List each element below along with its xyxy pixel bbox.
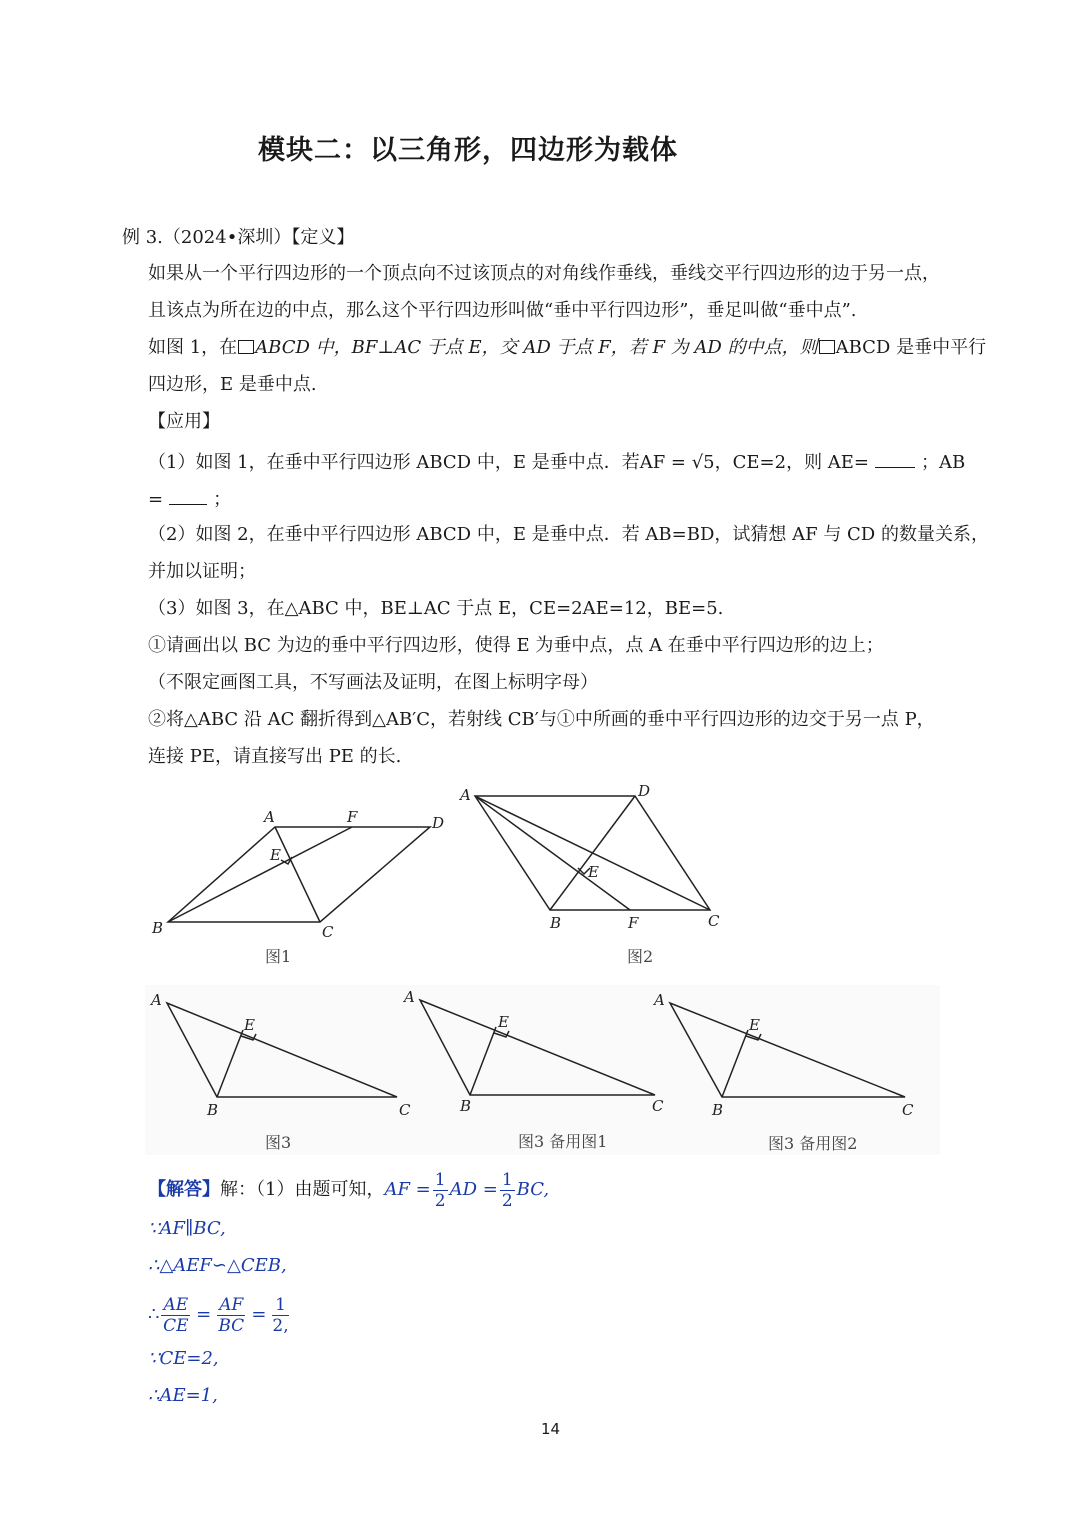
- solution-line-2: ∵AF∥BC,: [148, 1218, 226, 1239]
- apply-heading: 【应用】: [148, 411, 220, 432]
- solution-tag: 【解答】: [148, 1179, 220, 1200]
- parallelogram-symbol: [819, 340, 835, 354]
- fig3-label-a: A: [151, 991, 162, 1009]
- definition-line-4: 四边形，E 是垂中点.: [148, 374, 317, 395]
- fig1-caption: 图1: [265, 947, 292, 966]
- fig3b2-triangle: [670, 1003, 905, 1097]
- fig2-label-c: C: [708, 912, 720, 930]
- fig3-altitude-be: [217, 1030, 243, 1097]
- fig3b1-label-b: B: [460, 1097, 472, 1115]
- question-1-line-2: = ；: [148, 486, 231, 512]
- fig3b1-label-a: A: [404, 988, 415, 1006]
- fig3b1-label-e: E: [498, 1013, 509, 1031]
- fig3b2-label-b: B: [712, 1101, 724, 1119]
- figure-3-backup-2-diagram: [650, 985, 930, 1155]
- fig1-parallelogram: [168, 827, 430, 922]
- fraction-af-bc: $\frac{AF}{BC}$: [218, 1294, 245, 1336]
- parallelogram-symbol: [238, 340, 254, 354]
- fig3b2-label-c: C: [902, 1101, 914, 1119]
- fig3b2-altitude-be: [722, 1030, 748, 1097]
- solution-line-5: ∵CE=2,: [148, 1348, 219, 1369]
- question-3-sub-2-line-2: 连接 PE，请直接写出 PE 的长.: [148, 746, 402, 767]
- solution-line-1: 【解答】 解：（1）由题可知， AF = $\frac{1}{2}$ AD = $\frac{1}{2}$ BC,: [148, 1169, 550, 1211]
- figure-3-diagram: [145, 985, 415, 1155]
- solution-line-6: ∴AE=1,: [148, 1385, 218, 1406]
- question-3-sub-1: ①请画出以 BC 为边的垂中平行四边形，使得 E 为垂中点，点 A 在垂中平行四边形的边上；: [148, 635, 884, 656]
- fig3-label-c: C: [399, 1101, 411, 1119]
- question-3-note: （不限定画图工具，不写画法及证明，在图上标明字母）: [148, 672, 598, 693]
- definition-line-2: 且该点为所在边的中点，那么这个平行四边形叫做“垂中平行四边形”，垂足叫做“垂中点”.: [148, 300, 857, 321]
- fig2-label-f: F: [628, 914, 639, 932]
- solution-line-4: ∴ $\frac{AE}{CE}$ = $\frac{AF}{BC}$ = $\frac{1}{2,}$: [148, 1294, 289, 1336]
- fig2-label-e: E: [588, 863, 599, 881]
- page-title: 模块二：以三角形，四边形为载体: [258, 135, 678, 166]
- fig1-diagonal-ac: [275, 827, 320, 922]
- fig3-label-b: B: [207, 1101, 219, 1119]
- figure-3-backup-1-diagram: [400, 985, 680, 1155]
- fig3-triangle: [167, 1003, 397, 1097]
- figure-1-diagram: [140, 800, 460, 970]
- fig3b2-label-a: A: [654, 991, 665, 1009]
- fig2-label-a: A: [460, 786, 471, 804]
- fraction-one-half: $\frac{1}{2,}$: [272, 1294, 289, 1336]
- fraction-ae-ce: $\frac{AE}{CE}$: [163, 1294, 189, 1336]
- answer-blank-ab: [169, 486, 207, 505]
- fig2-caption: 图2: [627, 947, 654, 966]
- fig1-label-a: A: [264, 808, 275, 826]
- fig2-label-b: B: [550, 914, 562, 932]
- fig2-segment-af: [475, 796, 630, 910]
- fig2-diagonal-bd: [550, 796, 635, 910]
- fig1-label-e: E: [270, 846, 281, 864]
- fig1-label-d: D: [432, 814, 445, 832]
- page-number: 14: [541, 1420, 561, 1438]
- solution-line-3: ∴△AEF∽△CEB,: [148, 1255, 287, 1276]
- fig1-label-c: C: [322, 923, 334, 941]
- fig3b1-altitude-be: [470, 1027, 496, 1095]
- answer-blank-ae: [875, 449, 915, 468]
- question-2-line-1: （2）如图 2，在垂中平行四边形 ABCD 中，E 是垂中点．若 AB=BD，试猜想 AF 与 CD 的数量关系，: [148, 524, 989, 545]
- example-header: 例 3.（2024•深圳）【定义】: [122, 227, 355, 248]
- fig3b1-label-c: C: [652, 1097, 664, 1115]
- fig2-label-d: D: [638, 782, 651, 800]
- fig3b1-triangle: [420, 1000, 655, 1095]
- question-3-sub-2-line-1: ②将△ABC 沿 AC 翻折得到△AB′C，若射线 CB′与①中所画的垂中平行四边形的边交于另一点 P，: [148, 709, 935, 730]
- definition-line-1: 如果从一个平行四边形的一个顶点向不过该顶点的对角线作垂线，垂线交平行四边形的边于另一点，: [148, 263, 940, 284]
- question-3-line-1: （3）如图 3，在△ABC 中，BE⊥AC 于点 E，CE=2AE=12，BE=5.: [148, 598, 724, 619]
- fig3-label-e: E: [244, 1016, 255, 1034]
- fig1-label-f: F: [347, 808, 358, 826]
- fig3b2-label-e: E: [749, 1016, 760, 1034]
- question-1-line-1: （1）如图 1，在垂中平行四边形 ABCD 中，E 是垂中点．若AF = √5，CE=2，则 AE= ；AB: [148, 449, 965, 475]
- fraction-half-2: $\frac{1}{2}$: [501, 1169, 513, 1211]
- fig1-label-b: B: [152, 919, 164, 937]
- definition-line-3: 如图 1，在 ABCD 中，BF⊥AC 于点 E，交 AD 于点 F，若 F 为 AD 的中点，则 ABCD 是垂中平行: [148, 337, 987, 358]
- fig3b1-caption: 图3 备用图1: [518, 1132, 608, 1151]
- question-2-line-2: 并加以证明；: [148, 561, 256, 582]
- fig3-caption: 图3: [265, 1133, 292, 1152]
- fraction-half-1: $\frac{1}{2}$: [434, 1169, 446, 1211]
- fig3b1-right-angle-mark: [494, 1031, 509, 1037]
- fig3b2-caption: 图3 备用图2: [768, 1134, 858, 1153]
- figure-2-diagram: [450, 780, 740, 970]
